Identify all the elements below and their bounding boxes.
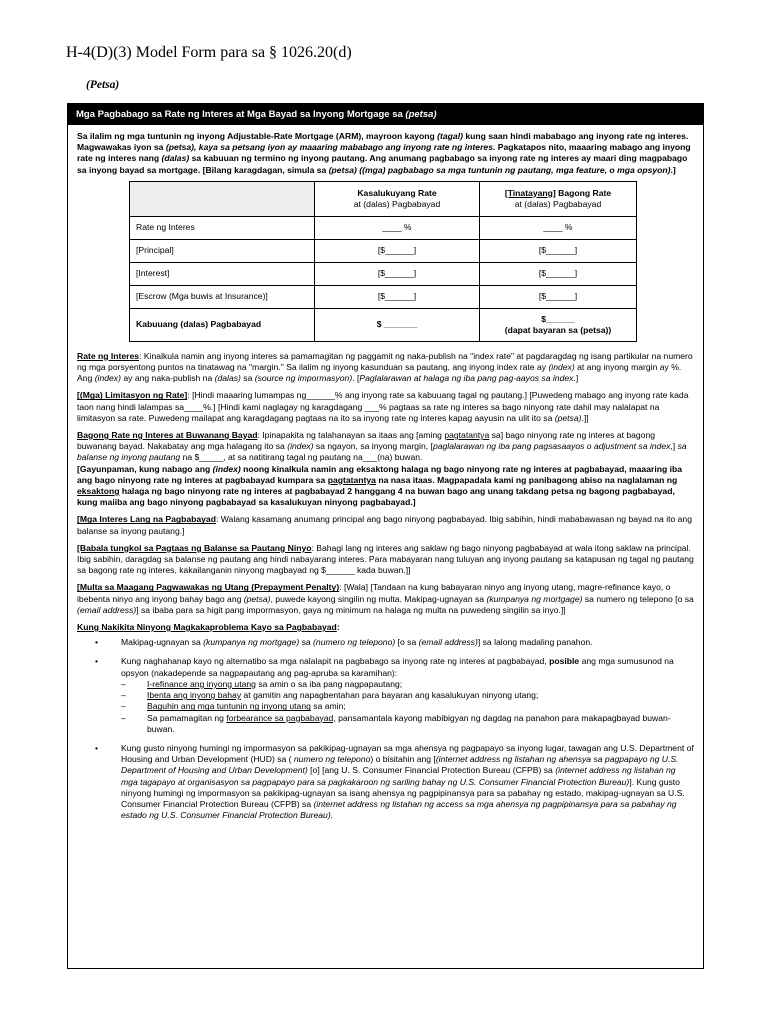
total-new-amount: $______ [541,313,575,324]
list-item [121,656,694,734]
section-term: (kumpanya ng mortgage) [486,593,583,604]
item-text: [o] [ang U. S. Consumer Financial Protection Bureau (CFPB) sa [307,765,556,776]
new-value: ____ % [480,216,637,239]
option-text: Sa pamamagitan ng [147,712,227,723]
item-text: ) o bisitahin ang [ [370,754,436,765]
section-text: : Walang kasamang anumang principal ang bago ninyong pagbabayad. Ibig sabihin, hindi mababawasan ng bayad na ito ang balanse sa inyong pautang.] [77,514,692,536]
current-rate-title: Kasalukuyang Rate [357,187,437,198]
option-item [147,701,694,712]
intro-text: kung saan hindi mababago ang inyong rate ng interes. Magwawakas iyon sa [77,131,689,153]
section-label: [Babala tungkol sa Pagtaas ng Balanse sa Pautang Ninyo [77,542,312,553]
option-item [147,713,694,735]
section-text: : Kinalkula namin ang inyong interes sa pamamagitan ng paggamit ng naka-publish na "index rate" at pagdaragdag ng isang partikular na numero ng mga porsyentong puntos na tinatawag na "margin." Sa ilalim ng inyong kasunduan sa pautang, ang inyong index rate ay [77,350,693,373]
section-bold-text: na nasa itaas. Magpapadala kami ng panibagong abiso na naglalaman ng [375,474,678,485]
item-term: (numero ng telepono) [313,637,396,648]
table-row [130,262,637,285]
current-value: [$______] [315,285,480,308]
section-term: (email address) [77,604,137,615]
section-term: (petsa) [243,593,271,604]
section-term: pagtatantya [444,430,490,441]
intro-term: (petsa), kaya sa petsang iyon ay maaaring mababago ang inyong rate ng interes. [165,142,496,153]
intro-term: (tagal) [437,131,463,141]
new-value: [$______] [480,285,637,308]
intro-text: .] [670,164,676,175]
section-text: , puwede kayong singilin ng multa. Makipag-ugnayan sa [270,593,487,604]
section-text: ] sa ibaba para sa higit pang impormasyon, gaya ng minimum na halaga ng multa na puwedeng singilin sa inyo.]] [136,604,566,615]
row-label: [Interest] [130,262,315,285]
notice-content [68,125,703,821]
new-rate-estimate: [Tinatayang] [504,187,556,198]
section-text: sa [240,373,255,384]
item-term: (email address) [418,637,478,648]
section-text: . [ [352,373,360,384]
option-text: at gamitin ang napagbentahan para bayaran ang kasalukuyan ninyong utang; [241,690,539,701]
current-rate-header [315,181,480,216]
item-text: Kung naghahanap kayo ng alternatibo sa mga nalalapit na pagbabago sa inyong rate ng interes at pagbabayad, [121,656,550,667]
item-term: (internet address ng listahan ng mga tagapayo at organisasyon sa pagpapayo para sa pagkakaroon ng sariling bahay ng U.S. Consumer Financial Protection Bureau) [121,765,676,787]
section-text: : Ipinapakita ng talahanayan sa itaas ang [aming [257,430,445,441]
section-text: at ang inyong margin ay %. Ang [77,362,682,384]
option-text: sa amin o sa iba pang nagpapautang; [255,678,403,689]
monthly-payment-section [77,430,694,508]
table-row [130,239,637,262]
section-text: .]] [581,412,589,423]
date-placeholder: (Petsa) [86,79,120,91]
option-item [147,679,694,690]
intro-text: Sa ilalim ng mga tuntunin ng inyong Adjustable-Rate Mortgage (ARM), mayroon kayong [77,131,438,141]
section-term: (source ng impormasyon) [254,373,353,384]
table-corner [130,181,315,216]
rate-limit-section [77,390,694,424]
current-rate-subtitle: at (dalas) Pagbabayad [353,198,441,209]
item-text: [o sa [395,637,419,648]
payment-trouble-section [77,622,694,821]
options-list [121,679,694,735]
balance-warning-section [77,543,694,577]
section-term: (dalas) [214,373,241,384]
current-value: [$______] [315,239,480,262]
total-label: Kabuuang (dalas) Pagbabayad [130,308,315,341]
option-text: sa amin; [310,701,346,712]
section-term: (index) [548,362,575,373]
current-value: [$______] [315,262,480,285]
item-text: ang mga sumusunod na opsyon (nakadepende sa nagpapautang ang pag-apruba sa karamihan): [121,656,674,678]
section-bold-text: halaga ng bago ninyong rate ng interes at pagbabayad 2 hanggang 4 na buwan bago ang unang takdang petsa ng bagong pagbabayad, kung maiiba ang bago ninyong pagbabayad sa kasalukuyan ninyong pagbabayad.] [77,486,675,508]
intro-text: Pagkatapos nito, maaaring mabago ang inyong rate ng interes nang [77,142,691,164]
section-label: Kung Nakikita Ninyong Magkakaproblema Kayo sa Pagbabayad [77,622,337,633]
section-term: paglalarawan ng iba pang pagsasaayos o adjustment sa index [432,441,671,452]
row-label: [Principal] [130,239,315,262]
section-label: Bagong Rate ng Interes at Buwanang Bayad [77,430,258,441]
item-text: sa [299,637,314,648]
form-heading: H-4(D)(3) Model Form para sa § 1026.20(d) [66,44,352,61]
section-text: sa] bago ninyong rate ng interes at bagong buwanang bayad. Nakabatay ang mga halagang ito sa [77,430,656,452]
option-text: pansamantala kayong mabibigyan ng dagdag na panahon para makapagbayad buwan-buwan. [147,712,671,734]
section-bold-text: [Gayunpaman, kung nabago ang [77,463,213,474]
table-header-row [130,181,637,216]
notice-title: Mga Pagbabago sa Rate ng Interes at Mga Bayad sa Inyong Mortgage sa [76,109,406,120]
section-text: na $_____, at sa natitirang tagal ng pautang na___(na) buwan. [180,452,423,463]
intro-paragraph [77,131,694,176]
section-label: Rate ng Interes [77,350,140,361]
trouble-list [77,637,694,821]
item-term: posible [549,656,580,667]
option-item [147,690,694,701]
new-value: [$______] [480,239,637,262]
table-row [130,216,637,239]
section-text: sa numero ng telepono [o sa [582,593,694,604]
notice-title-date: (petsa) [405,109,437,120]
intro-term: (petsa) ((mga) pagbabago sa mga tuntunin ng pautang, mga feature, o mga opsyon) [328,164,671,175]
list-item [121,743,694,821]
section-bold-text: noong kinalkula namin ang eksaktong halaga ng bago ninyong rate ng interes at pagbabayad, maaaring iba ang bago ninyong rate ng interes at pagbabayad kumpara sa [77,463,683,485]
rate-payment-table [129,181,637,342]
section-text: sa ngayon, sa inyong margin, [ [313,441,433,452]
row-label: [Escrow (Mga buwis at Insurance)] [130,285,315,308]
section-label: [Multa sa Maagang Pagwawakas ng Utang (Prepayment Penalty) [77,582,340,593]
section-text: : [Wala] [Tandaan na kung babayaran ninyo ang inyong utang, magre-refinance kayo, o ibebenta ninyo ang inyong bahay bago ang [77,582,671,604]
section-text: ,] [670,441,678,452]
section-term: (index) [94,373,121,384]
section-text: : Bahagi lang ng interes ang saklaw ng bago ninyong pagbabayad at wala itong saklaw na principal. Ibig sabihin, daragdag sa balanse ng pautang ang hindi nabayarang interes. Para mabayaran nang tuluyan ang inyong pautang sa katapusan ng tagal ng pautang sa bagong rate ng interes, kakailanganin ninyong magbayad ng $______ kada buwan.]] [77,542,694,576]
option-term: forbearance sa pagbabayad, [226,712,336,723]
section-term: Paglalarawan at halaga ng iba pang pag-aayos sa index. [359,373,576,384]
notice-box [67,103,704,969]
option-term: I-refinance ang inyong utang [147,678,256,689]
section-term: sa balanse ng inyong pautang [77,441,687,463]
current-value: ____ % [315,216,480,239]
interest-only-section [77,514,694,536]
section-term: (index) [287,441,314,452]
section-text: : [Hindi maaaring lumampas ng______% ang inyong rate sa kabuuang tagal ng pautang.] [Puwedeng mabago ang inyong rate kada taon nang hindi lalampas sa____%.] [Hindi kami naglagay ng karagdagang ___% pagtaas sa rate ng interes sa bago ninyong rate dahil may nalalapat na limitasyon sa rate. Puwedeng mailapat ang karagdagang pagtaas na ito sa inyong rate ng interes kapag aayusin na ulit ito sa [77,390,689,423]
section-label: [Mga Interes Lang na Pagbabayad [77,514,216,525]
total-current: $ _______ [315,308,480,341]
item-text: ] sa lalong madaling panahon. [477,637,593,648]
total-new-due: (dapat bayaran sa (petsa)) [504,324,612,335]
item-term: numero ng telepono [291,754,371,765]
section-text: ] [575,373,579,384]
new-rate-title: Bagong Rate [555,187,612,198]
item-term: (kumpanya ng mortgage) [203,637,300,648]
option-term: Baguhin ang mga tuntunin ng inyong utang [147,701,311,712]
new-rate-subtitle: at (dalas) Pagbabayad [514,198,602,209]
list-item [121,637,694,648]
item-text: Makipag-ugnayan sa [121,637,204,648]
item-text: ]. Kung gusto ninyong humingi ng impormasyon sa pakikipag-ugnayan sa isang ahensya ng pagpipinansya para sa pabahay ng estado, makipag-ugnayan sa U.S. Consumer Financial Protection Bureau (CFPB) sa [121,776,685,809]
new-rate-header [480,181,637,216]
item-text: Kung gusto ninyong humingi ng impormasyon sa pakikipag-ugnayan sa mga ahensya ng pagpapayo sa inyong lugar, tawagan ang U.S. Department of Housing and Urban Development (HUD) sa ( [121,742,694,765]
section-label: [(Mga) Limitasyon ng Rate] [77,390,188,401]
section-text: : [336,622,340,633]
option-term: Ibenta ang inyong bahay [147,690,242,701]
intro-text: sa kabuuan ng termino ng inyong pautang. Ang anumang pagbabago sa inyong rate ng interes ay maari ding magpabago sa inyong bayad sa mortgage. [Bilang karagdagan, simula sa [77,153,688,175]
rate-section [77,351,694,385]
prepayment-penalty-section [77,582,694,616]
notice-title-bar [68,104,703,125]
section-term: (index) [212,463,241,474]
item-term: (internet address ng listahan ng ahensya sa pagpapayo ng U.S. Department of Housing and Urban Development) [121,754,679,776]
section-text: ay ang naka-publish na [120,373,215,384]
total-new [480,308,637,341]
section-term: (petsa) [554,412,582,423]
total-row [130,308,637,341]
table-row [130,285,637,308]
item-term: (internet address ng listahan ng access sa mga ahensya ng pagpipinansya para sa pabahay ng estado ng U.S. Consumer Financial Protection Bureau). [121,798,677,821]
section-term: pagtatantya [327,474,376,485]
intro-term: (dalas) [161,153,190,164]
row-label: Rate ng Interes [130,216,315,239]
section-term: eksaktong [77,486,120,497]
new-value: [$______] [480,262,637,285]
